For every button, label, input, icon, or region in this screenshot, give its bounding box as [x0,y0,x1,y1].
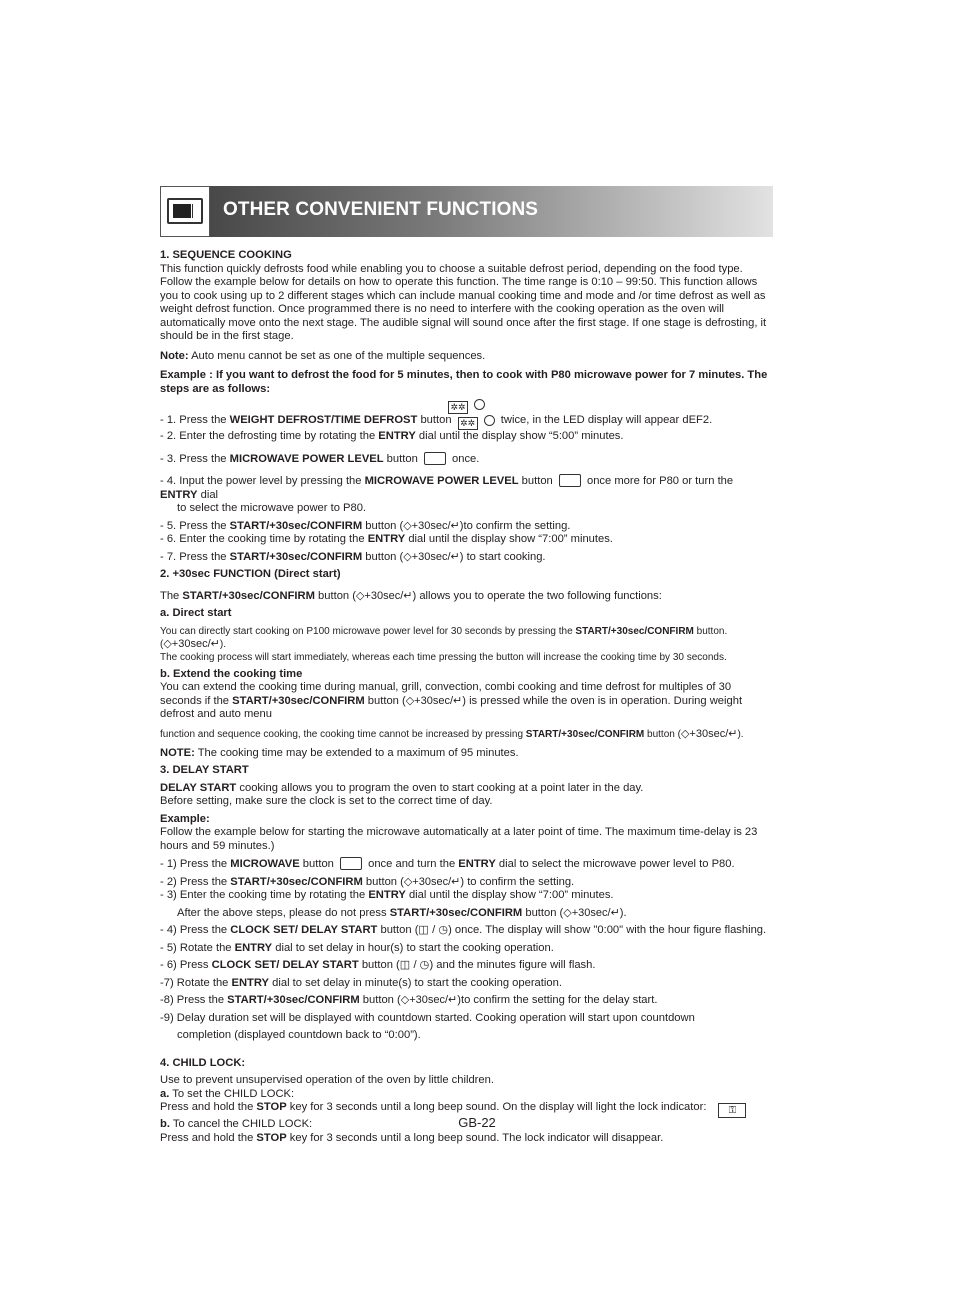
s1-step4: - 4. Input the power level by pressing the MICROWAVE POWER LEVEL button once more for P80 or turn the ENTRY dial [160,475,734,501]
s1-example: Example : If you want to defrost the food for 5 minutes, then to cook with P80 microwave power for 7 minutes. The steps are as follows: [160,369,768,395]
s2-a1: You can directly start cooking on P100 microwave power level for 30 seconds by pressing the START/+30sec/CONFIRM button. (◇+30sec/↵). [160,625,728,650]
s1-step2: - 2. Enter the defrosting time by rotating the ENTRY dial until the display show “5:00” minutes. [160,430,624,442]
section-2-title: 2. +30sec FUNCTION (Direct start) [160,568,341,580]
defrost-icons [160,398,773,414]
defrost-icon: ✲✲ [458,417,478,430]
s1-intro: This function quickly defrosts food while enabling you to choose a suitable defrost period, depending on the food type. Follow the example below for details on how to operate this function. The time range is 0:10 – 99:50. This function allows you to cook using up to 2 different stages which can include manual cooking time and mode and /or time defrost as well as weight defrost function. Once programmed there is no need to interfere with the cooking operation as the oven will automatically move onto the next stage. The audible signal will sound once after the first stage. If one stage is defrosting, it should be in the first stage. [160,262,767,342]
s2-a2: The cooking process will start immediately, whereas each time pressing the button will increase the cooking time by 30 seconds. [160,651,727,663]
s4-a: a. To set the CHILD LOCK: [160,1087,295,1100]
s3-l3: - 3) Enter the cooking time by rotating the ENTRY dial until the display show “7:00” minutes. [160,889,614,901]
page-number: GB-22 [458,1115,496,1130]
s3-l9: -9) Delay duration set will be displayed with countdown started. Cooking operation will start upon countdown [160,1011,695,1024]
s3-l1: - 1) Press the MICROWAVE button once and turn the ENTRY dial to select the microwave power level to P80. [160,858,735,870]
s3-example: Follow the example below for starting the microwave automatically at a later point of time. The maximum time-delay is 23 hours and 59 minutes.) [160,826,758,852]
clock-set-icon: ◫ / ◷ [418,924,449,936]
timer-icon [474,399,485,410]
s3-l4: - 4) Press the CLOCK SET/ DELAY START button (◫ / ◷) once. The display will show "0:00" with the hour figure flashing. [160,924,767,936]
start-icon: ◇+30sec/↵ [680,727,738,740]
start-icon: ◇+30sec/↵ [403,550,460,563]
lock-icon: ⚿ [718,1103,746,1118]
s4-b: b. To cancel the CHILD LOCK: [160,1118,313,1130]
s2-b2: function and sequence cooking, the cooking time cannot be increased by pressing START/+30sec/CONFIRM button (◇+30sec/↵). [160,727,744,740]
s1-step3: - 3. Press the MICROWAVE POWER LEVEL button once. [160,452,480,465]
section-1-title: 1. SEQUENCE COOKING [160,249,292,261]
s4-a2: Press and hold the STOP key for 3 seconds until a long beep sound. On the display will light the lock indicator: ⚿ [160,1101,773,1118]
s3-l6: - 6) Press CLOCK SET/ DELAY START button (◫ / ◷) and the minutes figure will flash. [160,959,596,971]
start-icon: ◇+30sec/↵ [403,875,461,888]
s4-p1: Use to prevent unsupervised operation of the oven by little children. [160,1074,494,1086]
microwave-power-icon [424,452,446,465]
start-icon: ◇+30sec/↵ [400,994,458,1006]
s3-l2: - 2) Press the START/+30sec/CONFIRM button (◇+30sec/↵) to confirm the setting. [160,875,575,888]
page [160,186,773,1145]
section-4-title: 4. CHILD LOCK: [160,1056,246,1069]
start-icon: ◇+30sec/↵ [163,637,220,650]
s3-l3-cont: After the above steps, please do not press START/+30sec/CONFIRM button (◇+30sec/↵). [177,906,627,919]
defrost-icon: ✲✲ [448,401,468,414]
section-header [160,186,773,237]
s3-l5: - 5) Rotate the ENTRY dial to set delay in hour(s) to start the cooking operation. [160,941,554,954]
s3-l7: -7) Rotate the ENTRY dial to set delay in minute(s) to start the cooking operation. [160,976,562,989]
microwave-power-icon [559,474,581,487]
start-icon: ◇+30sec/↵ [355,589,413,602]
s2-b1: You can extend the cooking time during manual, grill, convection, combi cooking and time defrost for multiples of 30 seconds if the START/+30sec/CONFIRM button (◇+30sec/↵) is pressed while the oven is in operation. During weight defrost and auto menu [160,681,743,720]
start-icon: ◇+30sec/↵ [403,519,460,532]
s2-p1: The START/+30sec/CONFIRM button (◇+30sec/↵) allows you to operate the two following functions: [160,589,662,602]
s1-step7: - 7. Press the START/+30sec/CONFIRM button (◇+30sec/↵) to start cooking. [160,550,546,563]
s1-step1: - 1. Press the WEIGHT DEFROST/TIME DEFROST button ✲✲ twice, in the LED display will appear dEF2. [160,414,713,428]
clock-set-icon: ◫ / ◷ [399,959,430,971]
s3-p2: Before setting, make sure the clock is set to the correct time of day. [160,795,493,807]
content [160,249,773,1145]
s3-l8: -8) Press the START/+30sec/CONFIRM button (◇+30sec/↵)to confirm the setting for the delay start. [160,994,658,1006]
s2-a-title: a. Direct start [160,607,232,619]
s1-note: Note: Auto menu cannot be set as one of the multiple sequences. [160,349,486,362]
section-3-title: 3. DELAY START [160,764,249,776]
s4-b2: Press and hold the STOP key for 3 seconds until a long beep sound. The lock indicator will disappear. [160,1131,664,1144]
s1-step4-cont: to select the microwave power to P80. [177,502,367,514]
s2-note: NOTE: The cooking time may be extended to a maximum of 95 minutes. [160,746,519,759]
s2-b-title: b. Extend the cooking time [160,667,303,680]
s1-step6: - 6. Enter the cooking time by rotating the ENTRY dial until the display show “7:00” minutes. [160,533,613,545]
s3-l9-cont: completion (displayed countdown back to “0:00”). [177,1029,421,1041]
s3-p1: DELAY START cooking allows you to program the oven to start cooking at a point later in the day. [160,781,644,794]
timer-icon [484,415,495,426]
s1-step5: - 5. Press the START/+30sec/CONFIRM button (◇+30sec/↵)to confirm the setting. [160,519,571,532]
start-icon: ◇+30sec/↵ [405,694,463,707]
s3-example-label: Example: [160,812,210,825]
page-title: OTHER CONVENIENT FUNCTIONS [223,199,539,220]
microwave-oven-icon [160,186,210,237]
microwave-power-icon [340,857,362,870]
start-icon: ◇+30sec/↵ [563,906,620,919]
